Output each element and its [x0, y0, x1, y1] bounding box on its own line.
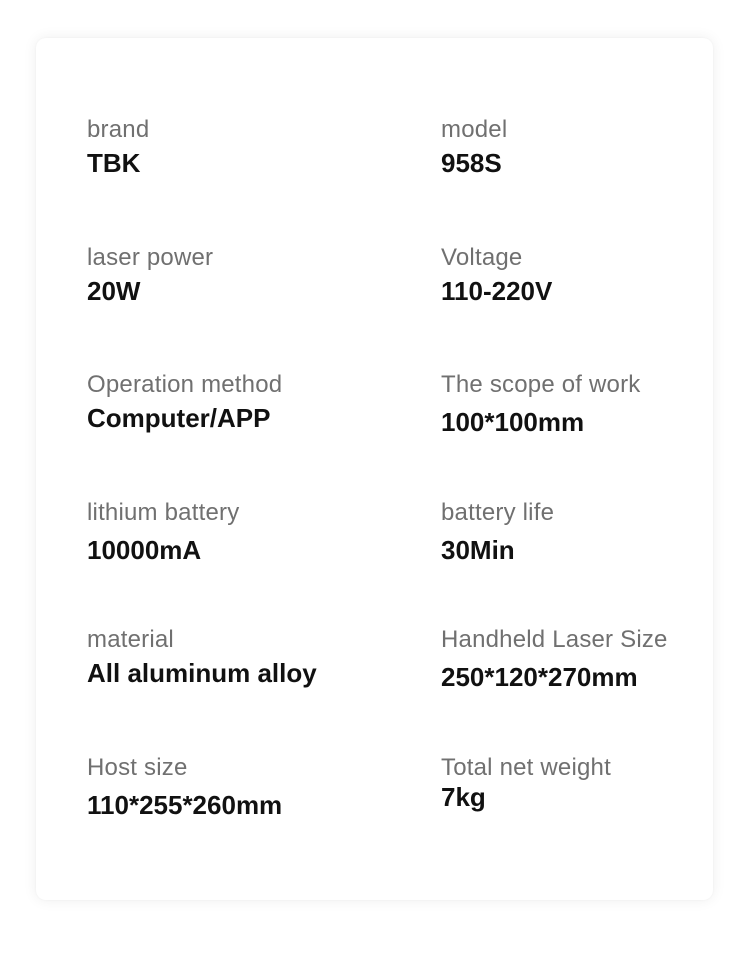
spec-value: 10000mA	[87, 535, 202, 565]
spec-operation-method	[87, 371, 387, 433]
spec-value: 250*120*270mm	[441, 662, 638, 692]
spec-label: Voltage	[441, 244, 523, 271]
spec-brand	[87, 116, 387, 178]
spec-scope-of-work	[441, 371, 741, 437]
spec-value: 110-220V	[441, 276, 553, 306]
spec-value: 20W	[87, 276, 141, 306]
spec-label: Handheld Laser Size	[441, 626, 668, 653]
spec-label: The scope of work	[441, 371, 641, 398]
spec-value: 30Min	[441, 535, 515, 565]
spec-label: Host size	[87, 754, 188, 781]
spec-host-size	[87, 754, 387, 820]
spec-label: Total net weight	[441, 754, 611, 781]
spec-value: All aluminum alloy	[87, 658, 317, 688]
spec-value: 958S	[441, 148, 502, 178]
spec-label: lithium battery	[87, 499, 240, 526]
spec-total-net-weight	[441, 754, 741, 812]
spec-handheld-laser-size	[441, 626, 741, 692]
spec-label: laser power	[87, 244, 214, 271]
spec-value: Computer/APP	[87, 403, 271, 433]
spec-label: battery life	[441, 499, 555, 526]
spec-lithium-battery	[87, 499, 387, 565]
spec-label: model	[441, 116, 508, 143]
spec-laser-power	[87, 244, 387, 306]
spec-label: material	[87, 626, 174, 653]
spec-card	[36, 38, 713, 900]
spec-value: 100*100mm	[441, 407, 585, 437]
spec-voltage	[441, 244, 741, 306]
spec-label: brand	[87, 116, 150, 143]
spec-value: 110*255*260mm	[87, 790, 283, 820]
spec-material	[87, 626, 387, 688]
spec-label: Operation method	[87, 371, 283, 398]
spec-model	[441, 116, 741, 178]
spec-value: TBK	[87, 148, 141, 178]
spec-value: 7kg	[441, 782, 486, 812]
spec-battery-life	[441, 499, 741, 565]
